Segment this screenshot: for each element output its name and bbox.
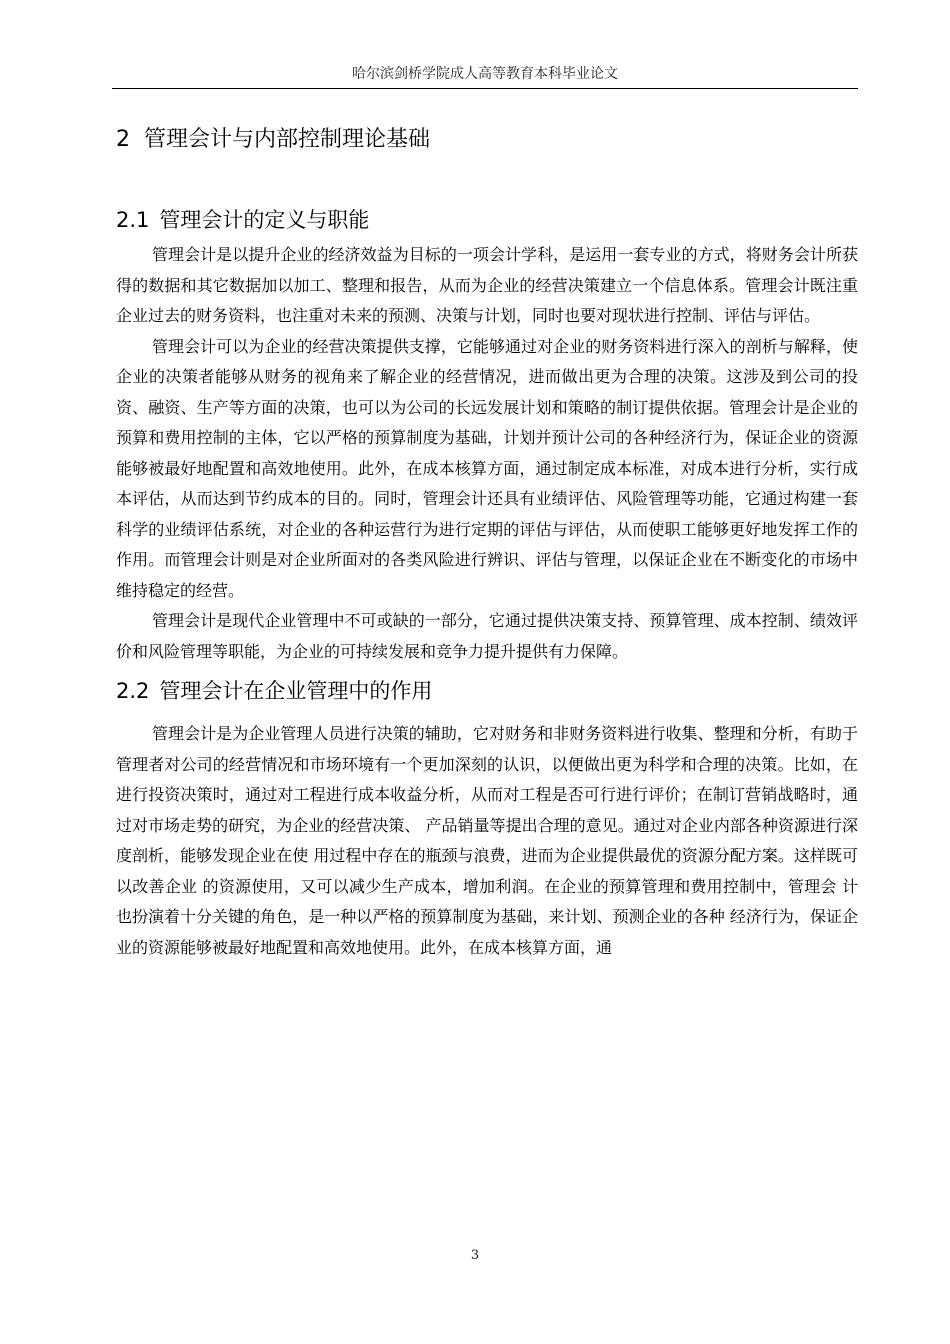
section-2-1-number: 2.1 [116, 208, 150, 232]
section-2-2-title [116, 671, 858, 711]
chapter-number: 2 [116, 127, 130, 152]
header-rule [112, 88, 858, 89]
paragraph-2-1-1: 管理会计是以提升企业的经济效益为目标的一项会计学科，是运用一套专业的方式，将财务会计所获得的数据和其它数据加以加工、整理和报告，从而为企业的经营决策建立一个信息体系。管理会计既注重企业过去的财务资料，也注重对未来的预测、决策与计划，同时也要对现状进行控制、评估与评估。 [116, 245, 858, 325]
running-header: 哈尔滨剑桥学院成人高等教育本科毕业论文 [352, 66, 618, 82]
page-body [116, 120, 858, 963]
section-2-2-title-text: 管理会计在企业管理中的作用 [159, 679, 433, 703]
chapter-title-text: 管理会计与内部控制理论基础 [144, 127, 431, 152]
paragraph-2-1-2: 管理会计可以为企业的经营决策提供支撑，它能够通过对企业的财务资料进行深入的剖析与解释，使企业的决策者能够从财务的视角来了解企业的经营情况，进而做出更为合理的决策。这涉及到公司的投资、融资、生产等方面的决策，也可以为公司的长远发展计划和策略的制订提供依据。管理会计是企业的预算和费用控制的主体，它以严格的预算制度为基础，计划并预计公司的各种经济行为，保证企业的资源能够被最好地配置和高效地使用。此外，在成本核算方面，通过制定成本标准，对成本进行分析，实行成本评估，从而达到节约成本的目的。同时，管理会计还具有业绩评估、风险管理等功能，它通过构建一套科学的业绩评估系统，对企业的各种运营行为进行定期的评估与评估，从而使职工能够更好地发挥工作的作用。而管理会计则是对企业所面对的各类风险进行辨识、评估与管理，以保证企业在不断变化的市场中维持稳定的经营。 [116, 336, 858, 600]
section-2-2-number: 2.2 [116, 679, 150, 703]
chapter-title [116, 120, 858, 160]
paragraph-2-2-1: 管理会计是为企业管理人员进行决策的辅助，它对财务和非财务资料进行收集、整理和分析，有助于管理者对公司的经营情况和市场环境有一个更加深刻的认识，以便做出更为科学和合理的决策。比如，在进行投资决策时，通过对工程进行成本收益分析，从而对工程是否可行进行评价；在制订营销战略时，通过对市场走势的研究，为企业的经营决策、 产品销量等提出合理的意见。通过对企业内部各种资源进行深度剖析，能够发现企业在使 用过程中存在的瓶颈与浪费，进而为企业提供最优的资源分配方案。这样既可以改善企业 的资源使用，又可以减少生产成本，增加利润。在企业的预算管理和费用控制中，管理会 计也扮演着十分关键的角色，是一种以严格的预算制度为基础，来计划、预测企业的各种 经济行为，保证企业的资源能够被最好地配置和高效地使用。此外，在成本核算方面，通 [116, 724, 858, 957]
section-2-1-title-text: 管理会计的定义与职能 [159, 208, 370, 232]
paragraph-2-1-3: 管理会计是现代企业管理中不可或缺的一部分，它通过提供决策支持、预算管理、成本控制、绩效评价和风险管理等职能，为企业的可持续发展和竞争力提升提供有力保障。 [116, 611, 858, 661]
section-2-1-title [116, 200, 858, 240]
page-number: 3 [470, 1248, 480, 1263]
